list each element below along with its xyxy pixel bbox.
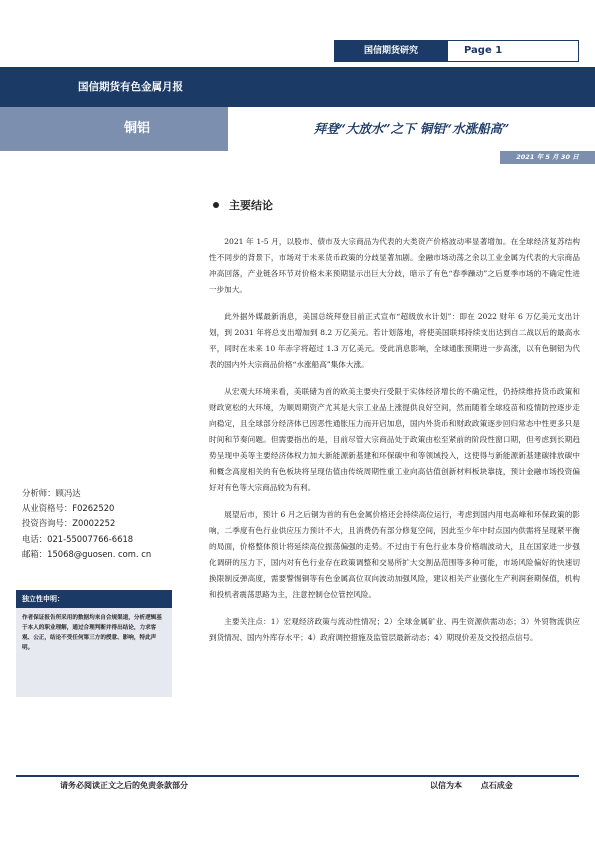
report-title: 国信期货有色金属月报 (78, 81, 183, 93)
analyst-name: 分析师：顾冯达 (22, 488, 81, 498)
section-title: 主要结论 (229, 199, 273, 212)
section-heading (213, 197, 273, 213)
footer-disclaimer: 请务必阅读正文之后的免责条款部分 (60, 781, 188, 790)
category-label: 铜铝 (123, 121, 150, 136)
paragraph: 展望后市，预计 6 月之后铜为首的有色金属价格还会持续高位运行，考虑到国内用电高峰和环保政策的影响，二季度有色行业供应压力预计不大，且消费仍有部分修复空间，因此至少年中时点国内供需将呈现紧平衡的局面，价格整体预计将延续高位振荡偏强的走势。不过由于有色行业本身价格端波动大，且在国家进一步强化调研的压力下，国内对有色行业存在政策调整和交易所扩大交割品范围等多种可能，市场风险偏好的快速切换限制反弹高度，需要警惕铜等有色金属高位双向波动加强风险，建议相关产业强化生产利润套期保值，机构和投机者震荡思路为主，注意控制仓位管控风险。 (209, 510, 580, 599)
main-body (209, 234, 580, 657)
analyst-phone: 电话：021-55007766-6618 (22, 533, 134, 544)
footer-slogan: 以信为本 点石成金 (430, 781, 513, 790)
independence-statement (16, 590, 172, 697)
independence-title: 独立性申明： (16, 590, 172, 608)
category-block (0, 107, 228, 151)
headline: 拜登“大放水”之下 铜铝“水涨船高” (313, 121, 510, 136)
bullet-icon (213, 202, 219, 208)
analyst-qualification: 从业资格号：F0262520 (22, 503, 115, 514)
footer-divider (16, 775, 579, 777)
independence-text: 作者保证报告所采用的数据均来自合规渠道，分析逻辑基于本人的职业理解，通过合理判断并得出结论，力求客观、公正，结论不受任何第三方的授意、影响，特此声明。 (22, 615, 162, 651)
analyst-email: 邮箱：15068@guosen. com. cn (22, 548, 152, 559)
paragraph: 此外据外媒最新消息，美国总统拜登目前正式宣布“超级放水计划”：即在 2022 财年 6 万亿美元支出计划，到 2031 年将总支出增加到 8.2 万亿美元。若计划落地，将使美国联邦持续支出达到自二战以后的最高水平，同时在未来 10 年赤字将超过 1.3 万亿美元。受此消息影响，全球通胀预期进一步高涨，以有色铜铝为代表的国内外大宗商品价格“水涨船高”集体大涨。 (209, 312, 580, 369)
title-band (0, 67, 595, 107)
page-number: Page 1 (448, 40, 579, 62)
top-header (334, 40, 579, 62)
report-date: 2021 年 5 月 30 日 (500, 151, 595, 164)
analyst-info (22, 486, 202, 562)
analyst-consulting-number: 投资咨询号：Z0002252 (22, 518, 116, 529)
paragraph: 2021 年 1-5 月，以股市、债市及大宗商品为代表的大类资产价格波动率显著增加。在全球经济复苏结构性不同步的背景下，市场对于未来货币政策的分歧显著加剧。金融市场动荡之余以工业金属为代表的大宗商品冲高回落，产业链各环节对价格未来预期显示出巨大分歧，暗示了有色“春季躁动”之后夏季市场的不确定性进一步加大。 (209, 237, 580, 294)
paragraph: 主要关注点：1）宏观经济政策与流动性情况；2）全球金属矿业、再生资源供需动态；3）外贸物流供应到货情况、国内外库存水平；4）政府调控措施及监管层最新动态；4）期现价差及交投招点信号。 (209, 617, 580, 642)
paragraph: 从宏观大环境来看，美联储为首的欧美主要央行受限于实体经济增长的不确定性，仍持续维持货币政策和财政宽松的大环境，为顺周期资产尤其是大宗工业品上涨提供良好空间，然而随着全球疫苗和疫情防控逐步走向稳定，且全球部分经济体已因恶性通胀压力而开启加息，国内外货币和财政政策逐步回归常态中性更多只是时间和节奏问题。但需要指出的是，目前尽管大宗商品处于政策由松至紧前的阶段性窗口期，但考虑到长期趋势呈现中美等主要经济体权力加大新能源新基建和环保碳中和等领域投入，这使得与新能源新基建碳排放碳中和概念高度相关的有色板块将呈现估值由传统周期性重工业向高估值创新材料板块靠拢，预计金融市场投资偏好对有色等大宗商品较为有利。 (209, 387, 580, 492)
brand-label: 国信期货研究 (334, 40, 448, 62)
